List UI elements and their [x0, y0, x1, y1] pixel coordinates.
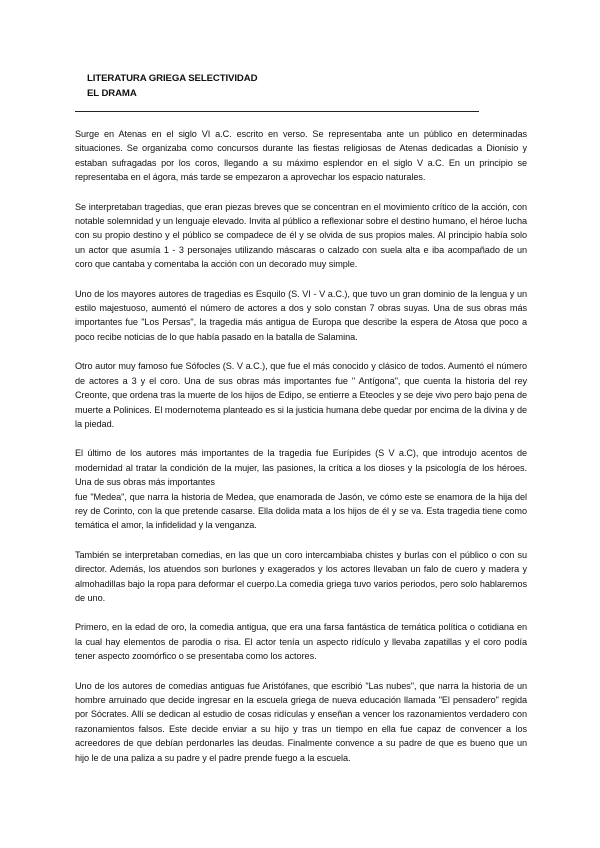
paragraph-comedy: También se interpretaban comedias, en las que un coro intercambiaba chistes y burlas con el público o con su director. Además, los atuendos son burlones y exagerados y los actores llevaban un falo de cuero y madera y almohadillas bajo la ropa para deformar el cuerpo.La comedia griega tuvo varios periodos, pero solo hablaremos de uno.: [75, 549, 527, 603]
document-body: [75, 127, 527, 780]
paragraph-aristofanes: Uno de los autores de comedias antiguas fue Aristófanes, que escribió "Las nubes", que narra la historia de un hombre arruinado que decide ingresar en la escuela griega de nueva educación llamada "El pensadero" regida por Sócrates. Allí se dedican al estudio de cosas ridículas y enseñan a vencer los razonamientos verdadero con razonamientos falsos. Este decide enviar a su hijo y tras un tiempo en ella fue capaz de convencer a los acreedores de que debían perdonarles las deudas. Finalmente convence a su padre de que es bueno que un hijo le de una paliza a su padre y el padre prende fuego a la escuela.: [75, 680, 527, 763]
paragraph-esquilo: Uno de los mayores autores de tragedias es Esquilo (S. VI - V a.C.), que tuvo un gran dominio de la lengua y un estilo majestuoso, aumentó el número de actores a dos y solo constan 7 obras suyas. Una de sus obras más importantes fue "Los Persas", la tragedia más antigua de Europa que describe la espera de Atosa que poco a poco recibe noticias de lo que había pasado en la batalla de Salamina.: [75, 288, 527, 342]
paragraph-sofocles: Otro autor muy famoso fue Sófocles (S. V a.C.), que fue el más conocido y clásico de todos. Aumentó el número de actores a 3 y el coro. Una de sus obras más importantes fue " Antígona", que cuenta la historia del rey Creonte, que ordena tras la muerte de los hijos de Edipo, se entierre a Eteocles y se deje vivo pero bajo pena de muerte a Polinices. El modernotema planteado es si la justicia humana debe quedar por encima de la divina y de la piedad.: [75, 361, 527, 429]
paragraph-golden-age: Primero, en la edad de oro, la comedia antigua, que era una farsa fantástica de temática política o cotidiana en la cual hay elementos de parodia o risa. El actor tenía un aspecto ridículo y llevaba zapatillas y el coro podía tener aspecto zoomórfico o se presentaba como los actores.: [75, 622, 527, 662]
paragraph-euripides: [75, 446, 527, 532]
document-subtitle: EL DRAMA: [87, 88, 137, 99]
paragraph-euripides-part-2: fue "Medea", que narra la historia de Medea, que enamorada de Jasón, ve cómo este se enamora de la hija del rey de Corinto, con la que pretende casarse. Ella dolida mata a los hijos de él y se va. Esta tragedia tiene como temática el amor, la infidelidad y la venganza.: [75, 491, 527, 531]
paragraph-tragedy: Se interpretaban tragedias, que eran piezas breves que se concentran en el movimiento crítico de la acción, con notable solemnidad y un lenguaje elevado. Invita al público a reflexionar sobre el destino humano, el héroe lucha con su propio destino y el público se compadece de él y se olvida de sus propios males. Al principio había solo un actor que asumía 1 - 3 personajes utilizando máscaras o calzado con suela alta e iba acompañado de un coro que cantaba y comentaba la acción con un decorado muy simple.: [75, 201, 527, 270]
paragraph-origin: Surge en Atenas en el siglo VI a.C. escrito en verso. Se representaba ante un público en determinadas situaciones. Se organizaba como concursos durante las fiestas religiosas de Atenas dedicadas a Dionisio y estaban sufragadas por los coros, llegando a su máximo esplendor en el siglo V a.C. En un principio se representaba en el ágora, más tarde se empezaron a aprovechar los espacio naturales.: [75, 129, 527, 183]
title-underline-divider: [75, 111, 479, 112]
paragraph-euripides-part-1: El último de los autores más importantes de la tragedia fue Eurípides (S V a.C), que introdujo acentos de modernidad al tratar la condición de la mujer, las pasiones, la crítica a los dioses y la psicología de los héroes. Una de sus obras más importantes: [75, 448, 527, 488]
document-title: LITERATURA GRIEGA SELECTIVIDAD: [87, 73, 258, 84]
document-heading: [87, 71, 257, 101]
